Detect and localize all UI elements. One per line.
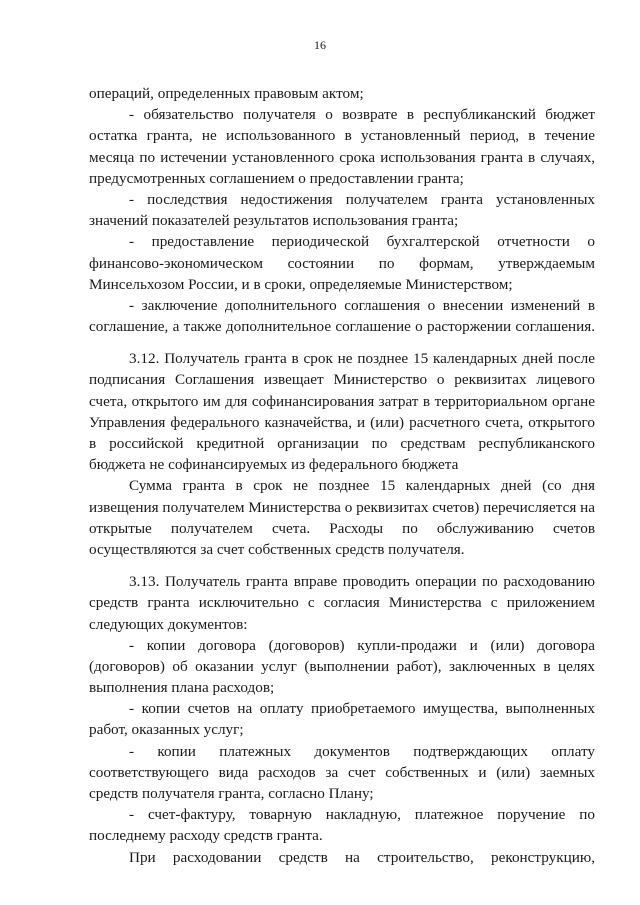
text-line: работ, оказанных услуг;: [89, 721, 244, 739]
text-line: операций, определенных правовым актом;: [89, 85, 364, 102]
text-line: в российской кредитной организации по средствам республиканского: [89, 435, 595, 452]
text-line: - обязательство получателя о возврате в республиканский бюджет: [129, 106, 595, 124]
text-line: - копии договора (договоров) купли-продажи и (или) договора: [129, 636, 595, 654]
text-line: При расходовании средств на строительство, реконструкцию,: [129, 848, 595, 866]
text-line: соглашение, а также дополнительное соглашение о расторжении соглашения.: [89, 318, 595, 336]
text-line: средств получателя гранта, согласно Плану;: [89, 785, 374, 802]
text-line: - копии счетов на оплату приобретаемого имущества, выполненных: [129, 700, 595, 718]
text-line: осуществляются за счет собственных средств получателя.: [89, 540, 465, 558]
text-line: месяца по истечении установленного срока использования гранта в случаях,: [89, 148, 595, 166]
text-line: открытые получателем счета. Расходы по обслуживанию счетов: [89, 519, 595, 537]
text-line: - заключение дополнительного соглашения о внесении изменений в: [129, 296, 595, 314]
text-line: 3.12. Получатель гранта в срок не позднее 15 календарных дней после: [129, 350, 595, 368]
text-line: (договоров) об оказании услуг (выполнении работ), заключенных в целях: [89, 657, 595, 675]
text-line: извещения получателем Министерства о реквизитах счетов) перечисляется на: [89, 498, 595, 516]
text-line: 3.13. Получатель гранта вправе проводить операции по расходованию: [129, 573, 595, 591]
text-line: - предоставление периодической бухгалтерской отчетности о: [129, 233, 595, 251]
text-line: Минсельхозом России, и в сроки, определяемые Министерством;: [89, 275, 513, 293]
page-number: 16: [314, 38, 326, 52]
text-line: выполнения плана расходов;: [89, 679, 275, 697]
document-body: [89, 83, 595, 868]
text-line: остатка гранта, не использованного в установленный период, в течение: [89, 127, 595, 145]
text-line: последнему расходу средств гранта.: [89, 827, 323, 845]
text-line: предусмотренных соглашением о предоставлении гранта;: [89, 169, 464, 187]
text-line: Управления федерального казначейства, и (или) расчетного счета, открытого: [89, 413, 595, 431]
text-line: счета, открытого им для софинансирования затрат в территориальном органе: [89, 392, 595, 410]
text-line: - счет-фактуру, товарную накладную, платежное поручение по: [129, 806, 595, 824]
text-line: бюджета не софинансируемых из федерального бюджета: [89, 456, 459, 474]
text-line: подписания Соглашения извещает Министерство о реквизитах лицевого: [89, 371, 595, 389]
text-line: Сумма гранта в срок не позднее 15 календарных дней (со дня: [129, 477, 595, 495]
text-line: финансово-экономическом состоянии по формам, утверждаемым: [89, 254, 595, 272]
text-line: следующих документов:: [89, 615, 248, 633]
text-line: значений показателей результатов использования гранта;: [89, 212, 459, 230]
text-line: - последствия недостижения получателем гранта установленных: [129, 190, 595, 208]
text-line: соответствующего вида расходов за счет собственных и (или) заемных: [89, 763, 595, 781]
text-line: средств гранта исключительно с согласия Министерства с приложением: [89, 594, 595, 612]
text-line: - копии платежных документов подтверждающих оплату: [129, 742, 595, 760]
